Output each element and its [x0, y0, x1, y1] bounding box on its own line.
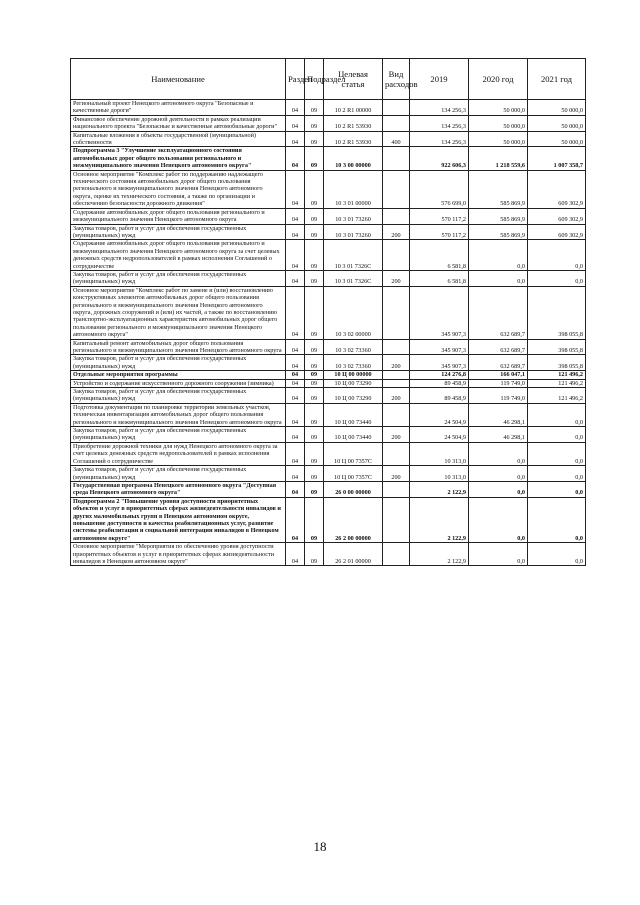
- cell-2020: 632 689,7: [469, 355, 528, 371]
- cell-razdel: 04: [286, 240, 305, 271]
- cell-razdel: 04: [286, 115, 305, 131]
- cell-podrazdel: 09: [305, 115, 324, 131]
- cell-2021: 121 496,2: [528, 379, 586, 387]
- cell-target: 10 Ц 00 73440: [324, 427, 383, 443]
- cell-vid: [383, 147, 410, 170]
- cell-razdel: 04: [286, 379, 305, 387]
- table-row: [71, 403, 586, 426]
- cell-name: Приобретение дорожной техники для нужд Ненецкого автономного округа за счет целевых денежных средств недропользователей в рамках исполнения Соглашений о сотрудничестве: [71, 442, 286, 465]
- cell-podrazdel: 09: [305, 497, 324, 542]
- table-row: [71, 224, 586, 240]
- cell-2020: 632 689,7: [469, 286, 528, 339]
- cell-razdel: 04: [286, 170, 305, 208]
- cell-2021: 0,0: [528, 442, 586, 465]
- cell-vid: [383, 100, 410, 116]
- table-row: [71, 371, 586, 379]
- cell-vid: 200: [383, 224, 410, 240]
- cell-2021: 0,0: [528, 481, 586, 497]
- cell-2020: 0,0: [469, 240, 528, 271]
- cell-2019: 570 117,2: [410, 208, 469, 224]
- cell-vid: [383, 286, 410, 339]
- cell-podrazdel: 09: [305, 543, 324, 566]
- header-2020: 2020 год: [469, 59, 528, 100]
- table-row: [71, 388, 586, 404]
- cell-2020: 632 689,7: [469, 339, 528, 355]
- cell-target: 10 2 R1 53930: [324, 115, 383, 131]
- cell-name: Подготовка документации по планировке территории земельных участков, техническая инвентаризация автомобильных дорог общего пользования регионального и межмуниципального значения Ненецкого автономного округа: [71, 403, 286, 426]
- cell-razdel: 04: [286, 543, 305, 566]
- cell-vid: [383, 497, 410, 542]
- cell-razdel: 04: [286, 355, 305, 371]
- table-row: [71, 427, 586, 443]
- cell-vid: 200: [383, 355, 410, 371]
- cell-target: 10 Ц 00 7357С: [324, 442, 383, 465]
- cell-podrazdel: 09: [305, 355, 324, 371]
- cell-2019: 2 122,9: [410, 481, 469, 497]
- cell-2019: 89 458,9: [410, 379, 469, 387]
- cell-vid: [383, 403, 410, 426]
- table-row: [71, 497, 586, 542]
- cell-razdel: 04: [286, 371, 305, 379]
- table-row: [71, 115, 586, 131]
- cell-2021: 0,0: [528, 403, 586, 426]
- cell-name: Подпрограмма 2 "Повышение уровня доступности приоритетных объектов и услуг в приоритетных сферах жизнедеятельности инвалидов и других маломобильных групп в Ненецком автономном округе, повышение доступности и качества реабилитационных услуг, развитие системы реабилитации и социальной интеграции инвалидов в Ненецком автономном округе": [71, 497, 286, 542]
- cell-vid: [383, 170, 410, 208]
- cell-razdel: 04: [286, 339, 305, 355]
- table-header-row: [71, 59, 586, 100]
- cell-2020: 0,0: [469, 497, 528, 542]
- header-razdel: Раздел: [286, 59, 305, 100]
- cell-2020: 46 298,1: [469, 403, 528, 426]
- cell-razdel: 04: [286, 466, 305, 482]
- cell-target: 10 3 01 7326С: [324, 270, 383, 286]
- cell-name: Подпрограмма 3 "Улучшение эксплуатационного состояния автомобильных дорог общего пользования регионального и межмуниципального значения Ненецкого автономного округа": [71, 147, 286, 170]
- cell-target: 10 Ц 00 00000: [324, 371, 383, 379]
- cell-2021: 609 302,9: [528, 170, 586, 208]
- cell-2019: 6 581,8: [410, 270, 469, 286]
- cell-2019: 576 699,0: [410, 170, 469, 208]
- table-row: [71, 286, 586, 339]
- cell-podrazdel: 09: [305, 388, 324, 404]
- cell-2019: 10 313,0: [410, 442, 469, 465]
- cell-2021: 121 496,2: [528, 371, 586, 379]
- cell-2019: 345 907,3: [410, 355, 469, 371]
- cell-podrazdel: 09: [305, 403, 324, 426]
- table-row: [71, 208, 586, 224]
- cell-target: 10 3 00 00000: [324, 147, 383, 170]
- cell-podrazdel: 09: [305, 240, 324, 271]
- cell-podrazdel: 09: [305, 131, 324, 147]
- cell-target: 10 3 01 00000: [324, 170, 383, 208]
- cell-2021: 398 055,8: [528, 339, 586, 355]
- cell-2019: 6 581,8: [410, 240, 469, 271]
- cell-2020: 50 000,0: [469, 100, 528, 116]
- cell-2021: 0,0: [528, 497, 586, 542]
- cell-target: 10 Ц 00 7357С: [324, 466, 383, 482]
- header-2019: 2019: [410, 59, 469, 100]
- cell-podrazdel: 09: [305, 224, 324, 240]
- cell-target: 10 2 R1 00000: [324, 100, 383, 116]
- cell-podrazdel: 09: [305, 147, 324, 170]
- cell-razdel: 04: [286, 147, 305, 170]
- cell-podrazdel: 09: [305, 100, 324, 116]
- cell-target: 26 2 00 00000: [324, 497, 383, 542]
- cell-razdel: 04: [286, 427, 305, 443]
- cell-podrazdel: 09: [305, 208, 324, 224]
- cell-name: Содержание автомобильных дорог общего пользования регионального и межмуниципального значения Ненецкого автономного округа за счет целевых денежных средств недропользователей в рамках исполнения Соглашений о сотрудничестве: [71, 240, 286, 271]
- table-row: [71, 270, 586, 286]
- cell-2020: 46 298,1: [469, 427, 528, 443]
- cell-2019: 922 606,3: [410, 147, 469, 170]
- cell-2019: 2 122,9: [410, 497, 469, 542]
- cell-name: Государственная программа Ненецкого автономного округа "Доступная среда Ненецкого автономного округа": [71, 481, 286, 497]
- cell-2019: 134 256,3: [410, 100, 469, 116]
- cell-vid: [383, 371, 410, 379]
- cell-2020: 0,0: [469, 466, 528, 482]
- cell-podrazdel: 09: [305, 466, 324, 482]
- cell-2020: 585 869,9: [469, 170, 528, 208]
- cell-2021: 121 496,2: [528, 388, 586, 404]
- cell-name: Содержание автомобильных дорог общего пользования регионального и межмуниципального значения Ненецкого автономного округа: [71, 208, 286, 224]
- cell-2019: 134 256,3: [410, 115, 469, 131]
- cell-2021: 398 055,8: [528, 286, 586, 339]
- cell-podrazdel: 09: [305, 371, 324, 379]
- table-row: [71, 355, 586, 371]
- cell-2019: 124 276,8: [410, 371, 469, 379]
- cell-razdel: 04: [286, 224, 305, 240]
- table-body: [71, 100, 586, 566]
- cell-razdel: 04: [286, 270, 305, 286]
- cell-2021: 0,0: [528, 240, 586, 271]
- cell-target: 10 2 R1 53930: [324, 131, 383, 147]
- cell-2020: 585 869,9: [469, 208, 528, 224]
- cell-razdel: 04: [286, 388, 305, 404]
- table-row: [71, 131, 586, 147]
- cell-target: 10 3 02 73360: [324, 339, 383, 355]
- table-row: [71, 481, 586, 497]
- table-row: [71, 543, 586, 566]
- cell-razdel: 04: [286, 100, 305, 116]
- cell-2020: 0,0: [469, 442, 528, 465]
- cell-target: 10 3 01 7326С: [324, 240, 383, 271]
- cell-2021: 50 000,0: [528, 131, 586, 147]
- cell-vid: 200: [383, 466, 410, 482]
- cell-2021: 609 302,9: [528, 208, 586, 224]
- cell-razdel: 04: [286, 481, 305, 497]
- cell-2019: 570 117,2: [410, 224, 469, 240]
- cell-razdel: 04: [286, 403, 305, 426]
- cell-name: Капитальные вложения в объекты государственной (муниципальной) собственности: [71, 131, 286, 147]
- cell-podrazdel: 09: [305, 286, 324, 339]
- cell-razdel: 04: [286, 131, 305, 147]
- cell-2021: 50 000,0: [528, 100, 586, 116]
- cell-razdel: 04: [286, 497, 305, 542]
- cell-name: Закупка товаров, работ и услуг для обеспечения государственных (муниципальных) нужд: [71, 388, 286, 404]
- cell-target: 10 Ц 00 73290: [324, 379, 383, 387]
- cell-vid: [383, 115, 410, 131]
- cell-target: 26 0 00 00000: [324, 481, 383, 497]
- cell-vid: [383, 442, 410, 465]
- cell-name: Капитальный ремонт автомобильных дорог общего пользования регионального и межмуниципального значения Ненецкого автономного округа: [71, 339, 286, 355]
- cell-podrazdel: 09: [305, 270, 324, 286]
- cell-2021: 50 000,0: [528, 115, 586, 131]
- cell-name: Закупка товаров, работ и услуг для обеспечения государственных (муниципальных) нужд: [71, 224, 286, 240]
- cell-2021: 609 302,9: [528, 224, 586, 240]
- cell-2020: 0,0: [469, 543, 528, 566]
- cell-2021: 398 055,8: [528, 355, 586, 371]
- cell-2019: 134 256,3: [410, 131, 469, 147]
- cell-2020: 0,0: [469, 270, 528, 286]
- header-vid: Вид расходов: [383, 59, 410, 100]
- cell-vid: [383, 240, 410, 271]
- cell-2019: 10 313,0: [410, 466, 469, 482]
- cell-vid: 400: [383, 131, 410, 147]
- table-row: [71, 442, 586, 465]
- cell-2020: 166 047,1: [469, 371, 528, 379]
- cell-vid: [383, 208, 410, 224]
- cell-razdel: 04: [286, 442, 305, 465]
- cell-2021: 0,0: [528, 466, 586, 482]
- cell-name: Основное мероприятие "Комплекс работ по поддержанию надлежащего технического состояния автомобильных дорог общего пользования регионального и межмуниципального значения Ненецкого автономного округа, оценке их технического состояния, а также по организации и обеспечению безопасности дорожного движения": [71, 170, 286, 208]
- cell-name: Основное мероприятие "Мероприятия по обеспечению уровня доступности приоритетных объектов и услуг в приоритетных сферах жизнедеятельности инвалидов в Ненецком автономном округе": [71, 543, 286, 566]
- cell-target: 10 Ц 00 73440: [324, 403, 383, 426]
- table-row: [71, 240, 586, 271]
- cell-vid: [383, 543, 410, 566]
- cell-2021: 1 007 358,7: [528, 147, 586, 170]
- cell-vid: [383, 339, 410, 355]
- header-name: Наименование: [71, 59, 286, 100]
- cell-2021: 0,0: [528, 543, 586, 566]
- cell-razdel: 04: [286, 208, 305, 224]
- cell-2020: 0,0: [469, 481, 528, 497]
- cell-2019: 89 458,9: [410, 388, 469, 404]
- cell-podrazdel: 09: [305, 170, 324, 208]
- cell-2020: 585 869,9: [469, 224, 528, 240]
- cell-name: Закупка товаров, работ и услуг для обеспечения государственных (муниципальных) нужд: [71, 355, 286, 371]
- table-row: [71, 170, 586, 208]
- cell-name: Устройство и содержание искусственного дорожного сооружения (зимника): [71, 379, 286, 387]
- cell-2020: 119 749,0: [469, 379, 528, 387]
- cell-name: Региональный проект Ненецкого автономного округа "Безопасные и качественные дороги": [71, 100, 286, 116]
- cell-2019: 2 122,9: [410, 543, 469, 566]
- table-row: [71, 339, 586, 355]
- cell-2020: 1 218 559,6: [469, 147, 528, 170]
- cell-target: 10 3 01 73260: [324, 208, 383, 224]
- cell-name: Закупка товаров, работ и услуг для обеспечения государственных (муниципальных) нужд: [71, 270, 286, 286]
- cell-razdel: 04: [286, 286, 305, 339]
- cell-target: 10 3 02 73360: [324, 355, 383, 371]
- cell-2021: 0,0: [528, 427, 586, 443]
- cell-vid: 200: [383, 388, 410, 404]
- table-row: [71, 379, 586, 387]
- cell-podrazdel: 09: [305, 442, 324, 465]
- cell-podrazdel: 09: [305, 379, 324, 387]
- cell-name: Финансовое обеспечение дорожной деятельности в рамках реализации национального проекта "Безопасные и качественные автомобильные дороги": [71, 115, 286, 131]
- cell-name: Закупка товаров, работ и услуг для обеспечения государственных (муниципальных) нужд: [71, 427, 286, 443]
- header-target: Целевая статья: [324, 59, 383, 100]
- cell-vid: [383, 379, 410, 387]
- cell-target: 26 2 01 00000: [324, 543, 383, 566]
- cell-vid: 200: [383, 270, 410, 286]
- table-row: [71, 147, 586, 170]
- cell-podrazdel: 09: [305, 427, 324, 443]
- cell-name: Закупка товаров, работ и услуг для обеспечения государственных (муниципальных) нужд: [71, 466, 286, 482]
- cell-target: 10 Ц 00 73290: [324, 388, 383, 404]
- cell-vid: [383, 481, 410, 497]
- cell-2019: 345 907,3: [410, 339, 469, 355]
- table-row: [71, 100, 586, 116]
- cell-2020: 50 000,0: [469, 115, 528, 131]
- header-podrazdel: Подраздел: [305, 59, 324, 100]
- cell-name: Основное мероприятие "Комплекс работ по замене и (или) восстановлению конструктивных элементов автомобильных дорог общего пользования регионального и межмуниципального значения Ненецкого автономного округа, дорожных сооружений и (или) их частей, а также по восстановлению транспортно-эксплуатационных характеристик автомобильных дорог общего пользования регионального и межмуниципального значения Ненецкого автономного округа": [71, 286, 286, 339]
- cell-2019: 24 504,9: [410, 403, 469, 426]
- cell-target: 10 3 02 00000: [324, 286, 383, 339]
- budget-table: [70, 58, 586, 566]
- table-row: [71, 466, 586, 482]
- page-number: 18: [313, 839, 327, 854]
- cell-2021: 0,0: [528, 270, 586, 286]
- cell-vid: 200: [383, 427, 410, 443]
- cell-2020: 50 000,0: [469, 131, 528, 147]
- cell-podrazdel: 09: [305, 339, 324, 355]
- cell-target: 10 3 01 73260: [324, 224, 383, 240]
- cell-name: Отдельные мероприятия программы: [71, 371, 286, 379]
- cell-2019: 345 907,3: [410, 286, 469, 339]
- header-2021: 2021 год: [528, 59, 586, 100]
- cell-2020: 119 749,0: [469, 388, 528, 404]
- cell-2019: 24 504,9: [410, 427, 469, 443]
- cell-podrazdel: 09: [305, 481, 324, 497]
